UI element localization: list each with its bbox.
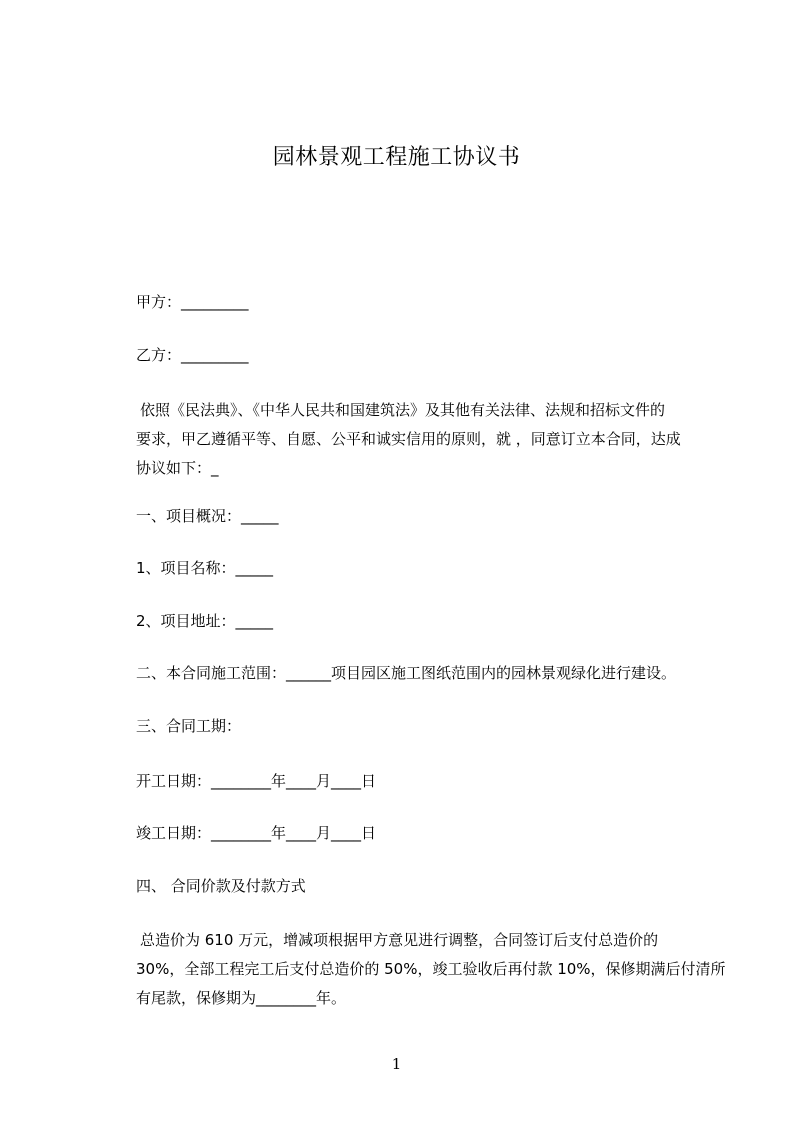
- project-name-line: 1、项目名称：_____: [136, 559, 274, 577]
- start-date-line: 开工日期：________年____月____日: [136, 772, 377, 790]
- intro-line-3: 协议如下：_: [136, 459, 219, 477]
- section-4-heading: 四、 合同价款及付款方式: [136, 877, 306, 895]
- payment-line-1: 总造价为 610 万元，增减项根据甲方意见进行调整，合同签订后支付总造价的: [140, 931, 659, 949]
- end-date-line: 竣工日期：________年____月____日: [136, 824, 377, 842]
- intro-paragraph: [136, 396, 706, 483]
- party-a-line: 甲方：_________: [136, 293, 249, 311]
- project-address-line: 2、项目地址：_____: [136, 612, 274, 630]
- section-3-heading: 三、合同工期：: [136, 717, 242, 735]
- intro-line-1: 依照《民法典》、《中华人民共和国建筑法》及其他有关法律、法规和招标文件的: [140, 401, 666, 419]
- payment-line-3: 有尾款，保修期为________年。: [136, 989, 347, 1007]
- payment-paragraph: [136, 926, 726, 1013]
- party-b-line: 乙方：_________: [136, 346, 249, 364]
- section-1-heading: 一、项目概况：_____: [136, 507, 279, 525]
- section-2-heading: 二、本合同施工范围：______项目园区施工图纸范围内的园林景观绿化进行建设。: [136, 664, 677, 682]
- intro-line-2: 要求，甲乙遵循平等、自愿、公平和诚实信用的原则，就 ，同意订立本合同，达成: [136, 430, 681, 448]
- document-title: 园林景观工程施工协议书: [272, 145, 521, 170]
- page-number: 1: [391, 1055, 402, 1073]
- payment-line-2: 30%，全部工程完工后支付总造价的 50%，竣工验收后再付款 10%，保修期满后付清所: [136, 960, 726, 978]
